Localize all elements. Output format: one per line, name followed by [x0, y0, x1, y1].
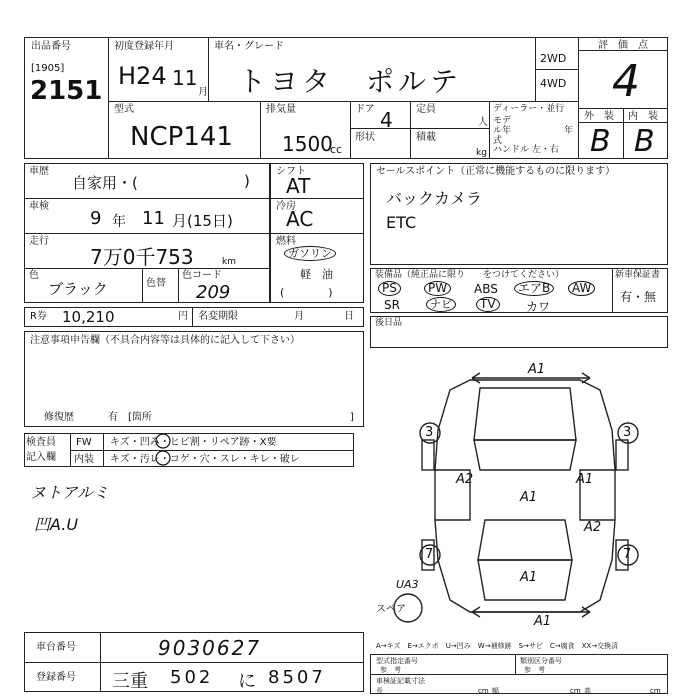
- interior-check-text: キズ・汚レ・コゲ・穴・スレ・キレ・破レ: [110, 454, 300, 465]
- plate-kana: に: [238, 671, 256, 692]
- displacement-value: 1500: [282, 132, 333, 156]
- color-code-value: 209: [196, 282, 231, 303]
- mark-left-door: A2: [456, 472, 474, 487]
- handwritten-note-1: ヌトアルミ: [30, 483, 109, 502]
- class-no-label: 類別区分番号: [520, 657, 562, 665]
- equip-pw: PW: [424, 281, 451, 296]
- r-value: 10,210: [62, 308, 115, 326]
- chassis-value: 9030627: [158, 636, 262, 660]
- fuel-light-oil: 軽 油: [300, 268, 333, 281]
- plate-region: 三重: [112, 671, 148, 692]
- displacement-unit: cc: [330, 143, 343, 156]
- equip-navi: ナビ: [426, 297, 456, 312]
- lot-label: 出品番号: [31, 41, 71, 52]
- color-value: ブラック: [48, 280, 108, 298]
- chassis-label: 車台番号: [36, 642, 76, 653]
- width-label: 幅: [492, 687, 499, 695]
- equip-ps: PS: [378, 281, 401, 296]
- length-label: 長: [376, 687, 383, 695]
- selling-label: セールスポイント（正常に機能するものに限ります）: [376, 166, 616, 177]
- equip-tv: TV: [476, 297, 500, 312]
- history-close: ): [244, 172, 250, 190]
- shape-label: 形状: [355, 132, 375, 143]
- notes-label: 注意事項申告欄（不具合内容等は具体的に記入して下さい）: [30, 335, 300, 346]
- mark-rl: 7: [425, 547, 434, 562]
- first-reg-month: 11: [172, 66, 198, 90]
- capacity-label: 定員: [416, 104, 436, 115]
- mark-rear-center: A1: [520, 570, 538, 585]
- form-type-label: 型式指定番号: [376, 657, 418, 665]
- inspector-label-2: 記入欄: [26, 452, 56, 463]
- exterior-label: 外 装: [584, 111, 614, 122]
- equip-aw: AW: [568, 281, 595, 296]
- history-value: 自家用・(: [72, 174, 138, 192]
- handle-label: ハンドル 左・右: [493, 145, 559, 155]
- mileage-label: 走行: [29, 236, 49, 247]
- displacement-label: 排気量: [266, 104, 296, 115]
- repair-label: 修復歴: [44, 412, 74, 423]
- year-unit: 年: [564, 126, 574, 136]
- equip-kawa: カワ: [526, 300, 551, 314]
- mileage-value: 7万0千753: [90, 245, 194, 269]
- equip-abs: ABS: [474, 282, 498, 296]
- model-value: NCP141: [130, 122, 233, 152]
- car-name: トヨタ ポルテ: [238, 65, 463, 98]
- class-note: 参 考: [524, 666, 545, 674]
- inspection-label: 車検: [29, 201, 49, 212]
- shift-label: シフト: [276, 166, 306, 177]
- size-label: 車検証記載寸法: [376, 677, 425, 685]
- fuel-label: 燃料: [276, 236, 296, 247]
- equip-sr: SR: [384, 298, 400, 312]
- capacity-unit: 人: [478, 117, 488, 128]
- score-value: 4: [612, 56, 640, 107]
- height-label: 高: [584, 687, 591, 695]
- new-car-value: 有・無: [620, 290, 657, 304]
- spare-label: スペア: [376, 604, 406, 615]
- interior-grade: B: [634, 124, 655, 159]
- repaint-label: 色替: [146, 278, 166, 289]
- plate-class: 502: [170, 667, 214, 688]
- handwritten-note-2: 凹A.U: [34, 515, 79, 534]
- r-label: R券: [30, 311, 47, 322]
- mileage-unit: km: [222, 257, 236, 267]
- height-unit: cm: [650, 687, 661, 695]
- mark-roof: A1: [520, 490, 538, 505]
- ac-label: 冷房: [276, 201, 296, 212]
- mark-right-door: A1: [576, 472, 594, 487]
- selling-line-1: バックカメラ: [386, 189, 483, 208]
- mark-top: A1: [528, 362, 546, 377]
- model-year-label: モデル年式: [493, 116, 512, 146]
- fuel-paren: ( ): [280, 286, 333, 299]
- inspection-year-unit: 年: [112, 214, 126, 230]
- load-label: 積載: [416, 132, 436, 143]
- load-unit: kg: [476, 148, 487, 158]
- doors-value: 4: [380, 108, 393, 132]
- mark-bottom: A1: [534, 614, 552, 629]
- drive-4wd: 4WD: [540, 77, 567, 90]
- color-label: 色: [29, 270, 39, 281]
- car-name-label: 車名・グレード: [214, 41, 284, 52]
- inspection-year: 9: [90, 208, 102, 229]
- lot-code: [1905]: [31, 63, 65, 74]
- inspection-day: 月(15日): [172, 212, 233, 230]
- interior-check-label: 内装: [74, 454, 94, 465]
- legend-text: A→キズ E→エクボ U→凹み W→補修跡 S→サビ C→腐食 XX→交換済: [376, 642, 619, 650]
- doors-label: ドア: [355, 104, 375, 115]
- expiry-label: 名変期限: [198, 311, 238, 322]
- color-code-label: 色コード: [182, 270, 222, 281]
- drive-2wd: 2WD: [540, 52, 567, 65]
- lot-number: 2151: [30, 76, 103, 106]
- dealer-label: ディーラー・並行: [493, 104, 565, 114]
- mark-fl: 3: [425, 425, 434, 440]
- score-label: 評 価 点: [598, 40, 648, 51]
- mark-fr: 3: [623, 425, 632, 440]
- plate-number: 8507: [268, 667, 326, 688]
- mark-rr: 7: [623, 547, 632, 562]
- fw-label: FW: [76, 437, 92, 448]
- repair-value: 有 [箇所: [108, 412, 152, 423]
- fw-text: キズ・凹み・ヒビ割・リペア跡・X要: [110, 437, 277, 448]
- fuel-gasoline: ガソリン: [284, 246, 336, 261]
- selling-line-2: ETC: [386, 213, 417, 232]
- r-unit: 円: [178, 311, 188, 322]
- width-unit: cm: [570, 687, 581, 695]
- model-label: 型式: [114, 104, 134, 115]
- equipment-label: 装備品（純正品に限り をつけてください）: [375, 270, 565, 280]
- mark-right-rear: A2: [584, 520, 602, 535]
- equip-airbag: エアB: [514, 281, 554, 296]
- inspection-month: 11: [142, 208, 165, 229]
- form-note: 参 考: [380, 666, 401, 674]
- first-reg-label: 初度登録年月: [114, 41, 174, 52]
- month-unit: 月: [198, 87, 208, 98]
- expiry-unit: 月: [294, 311, 304, 322]
- exterior-grade: B: [590, 124, 611, 159]
- repair-close: ]: [350, 412, 354, 423]
- later-label: 後日品: [375, 318, 403, 328]
- plate-label: 登録番号: [36, 672, 76, 683]
- new-car-label: 新車保証書: [615, 270, 661, 280]
- inspector-label-1: 検査員: [26, 437, 56, 448]
- ac-value: AC: [286, 207, 314, 231]
- interior-label: 内 装: [628, 111, 658, 122]
- shift-value: AT: [286, 174, 311, 198]
- expiry-day: 日: [344, 311, 354, 322]
- history-label: 車歴: [29, 166, 49, 177]
- length-unit: cm: [478, 687, 489, 695]
- first-reg-era: H24: [118, 62, 167, 90]
- mark-spare: UA3: [396, 578, 419, 591]
